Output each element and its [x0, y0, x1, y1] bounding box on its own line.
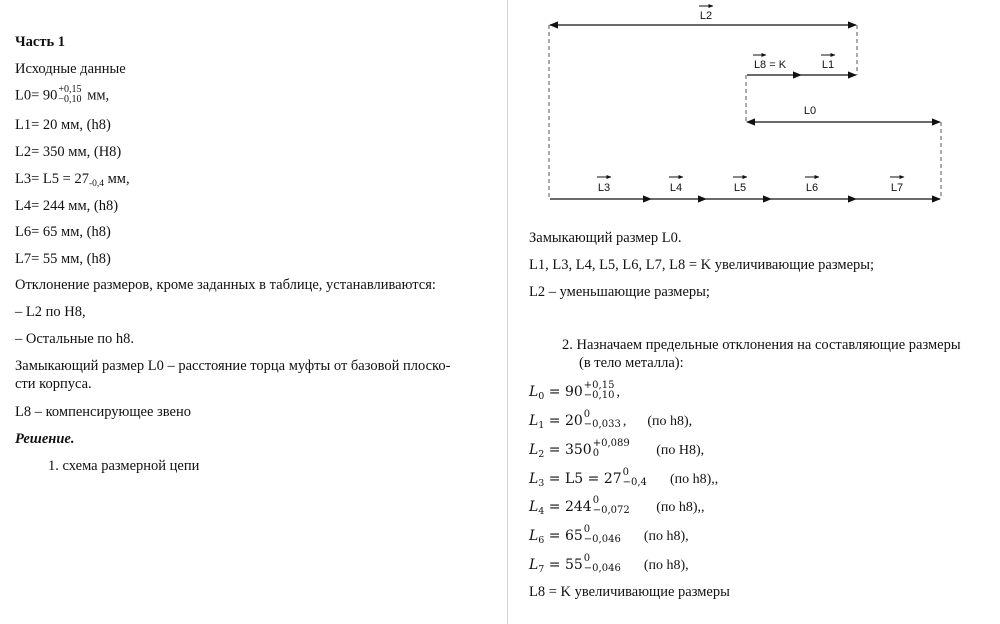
label-l5: L5: [733, 182, 747, 194]
formula-l4: [529, 497, 705, 521]
label-l4: L4: [669, 182, 683, 194]
deviation-l2: – L2 по H8,: [15, 304, 86, 320]
formula-l1: [529, 411, 692, 435]
formula-var: L: [529, 557, 539, 573]
formula-tolerance: [584, 554, 621, 574]
formula-rhs: = 55: [548, 557, 583, 573]
formula-tolerance: [593, 439, 630, 459]
tol-lower: −0,046: [583, 534, 621, 545]
param-l0-suffix: мм,: [83, 87, 110, 104]
param-l2: L2= 350 мм, (H8): [15, 144, 122, 160]
formula-rhs: = 90: [548, 384, 583, 400]
param-l1: L1= 20 мм, (h8): [15, 117, 111, 133]
formula-l6: [529, 526, 689, 550]
formula-idx: 3: [538, 478, 545, 489]
param-l6: L6= 65 мм, (h8): [15, 224, 111, 240]
tol-upper: +0,089: [592, 438, 630, 449]
formula-note: , (по h8),: [622, 414, 693, 429]
step-2-line-2: (в тело металла):: [579, 355, 684, 371]
formula-tolerance: [593, 496, 630, 516]
vector-arrows: [597, 6, 904, 177]
step-1: 1. схема размерной цепи: [48, 458, 200, 474]
formula-note: (по h8),: [622, 529, 689, 544]
formula-l3: [529, 469, 718, 493]
formula-l2: [529, 440, 704, 464]
deviation-rest: – Остальные по h8.: [15, 331, 135, 347]
label-l3: L3: [597, 182, 611, 194]
tol-lower: −0,4: [622, 477, 647, 488]
formula-note: (по H8),: [631, 443, 705, 458]
tol-lower: −0,046: [583, 563, 621, 574]
increasing-sizes-text: L1, L3, L4, L5, L6, L7, L8 = K увеличивающие размеры;: [529, 257, 875, 273]
formula-rhs: = 244: [548, 499, 592, 515]
tol-lower: 0: [592, 448, 600, 459]
dimension-chain-diagram: [0, 0, 1000, 215]
final-note: L8 = K увеличивающие размеры: [529, 584, 730, 600]
part-heading: Часть 1: [15, 34, 65, 50]
formula-tolerance: [584, 410, 621, 430]
label-l1: L1: [821, 59, 835, 71]
decreasing-sizes-text: L2 – уменьшающие размеры;: [529, 284, 710, 300]
formula-rhs: = 20: [548, 413, 583, 429]
formula-var: L: [529, 499, 539, 515]
formula-tolerance: [623, 468, 647, 488]
formula-note: (по h8),,: [631, 500, 705, 515]
deviation-text: Отклонение размеров, кроме заданных в таблице, устанавливаются:: [15, 277, 436, 293]
formula-var: L: [529, 442, 539, 458]
l8-description: L8 – компенсирующее звено: [15, 404, 191, 420]
tol-lower: −0,072: [592, 505, 630, 516]
param-l3-sub: -0,4: [88, 179, 104, 189]
param-l4: L4= 244 мм, (h8): [15, 198, 119, 214]
label-l6: L6: [805, 182, 819, 194]
closing-description-2: сти корпуса.: [15, 376, 92, 392]
tol-upper: 0: [583, 409, 591, 420]
formula-tolerance: [584, 525, 621, 545]
initial-data-heading: Исходные данные: [15, 61, 126, 77]
tol-upper: 0: [592, 495, 600, 506]
label-l8: L8 = K: [753, 59, 787, 71]
param-l3-prefix: L3= L5 = 27: [15, 171, 89, 187]
formula-idx: 1: [538, 420, 545, 431]
formula-note: ,: [616, 385, 620, 400]
closing-description-1: Замыкающий размер L0 – расстояние торца муфты от базовой плоско-: [15, 358, 451, 374]
formula-rhs: = L5 = 27: [548, 471, 622, 487]
formula-idx: 4: [538, 506, 545, 517]
step-2-line-1: 2. Назначаем предельные отклонения на составляющие размеры: [562, 337, 961, 353]
formula-l0: [529, 382, 620, 406]
tol-lower: −0,10: [58, 94, 82, 105]
tol-lower: −0,033: [583, 419, 621, 430]
tol-upper: 0: [583, 553, 591, 564]
tol-lower: −0,10: [583, 390, 615, 401]
formula-note: (по h8),: [622, 558, 689, 573]
formula-idx: 6: [538, 535, 545, 546]
param-l3-suffix: мм,: [104, 171, 130, 187]
extension-lines: [549, 25, 941, 199]
formula-idx: 2: [538, 449, 545, 460]
formula-var: L: [529, 413, 539, 429]
label-l2: L2: [699, 10, 713, 22]
formula-var: L: [529, 471, 539, 487]
formula-var: L: [529, 384, 539, 400]
formula-l7: [529, 555, 689, 579]
label-l0: L0: [803, 105, 817, 117]
formula-idx: 7: [538, 564, 545, 575]
closing-size-text: Замыкающий размер L0.: [529, 230, 682, 246]
tol-upper: 0: [622, 467, 630, 478]
label-l7: L7: [890, 182, 904, 194]
tol-upper: 0: [583, 524, 591, 535]
formula-idx: 0: [538, 391, 545, 402]
formula-rhs: = 65: [548, 528, 583, 544]
solution-heading: Решение.: [15, 431, 75, 447]
tol-upper: +0,15: [583, 380, 615, 391]
formula-var: L: [529, 528, 539, 544]
param-l0-prefix: L0= 90: [15, 87, 58, 104]
tol-upper: +0,15: [58, 84, 82, 95]
formula-note: (по h8),,: [648, 472, 719, 487]
formula-rhs: = 350: [548, 442, 592, 458]
param-l7: L7= 55 мм, (h8): [15, 251, 111, 267]
formula-tolerance: [584, 381, 615, 401]
